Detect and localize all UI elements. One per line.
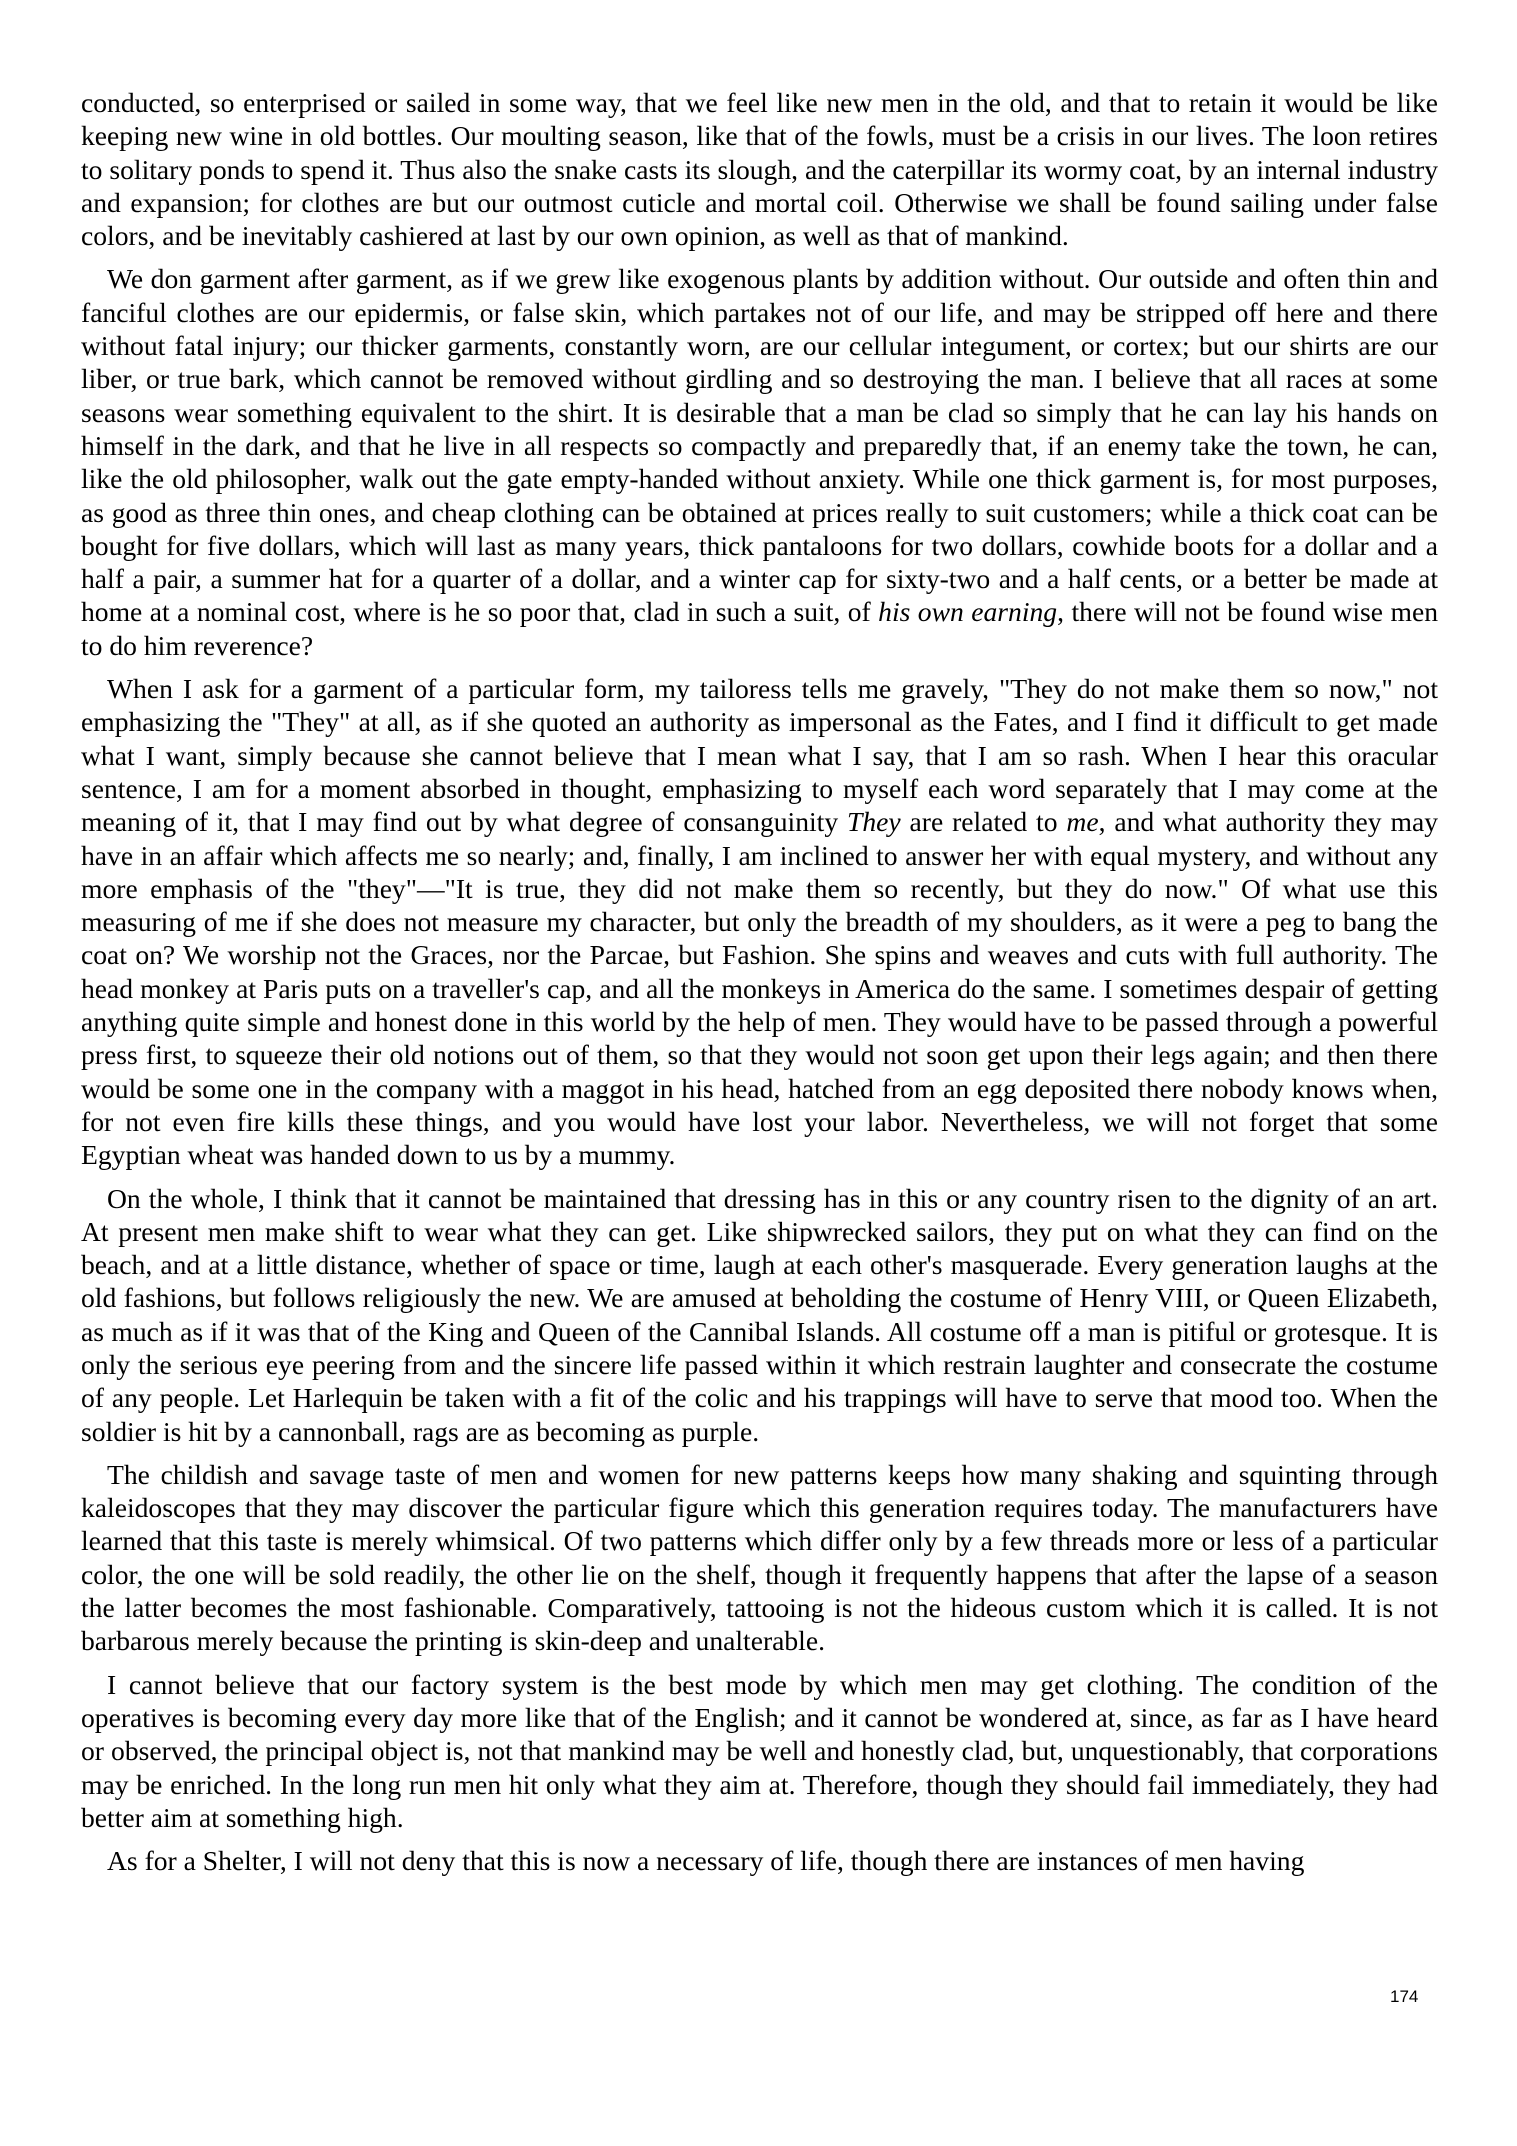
paragraph-5: [81, 1458, 1438, 1658]
paragraph-7: [81, 1844, 1438, 1877]
text-run: As for a Shelter, I will not deny that this is now a necessary of life, though there are instances of men having: [107, 1845, 1305, 1877]
text-run: I cannot believe that our factory system is the best mode by which men may get clothing. The condition of the operatives is becoming every day more like that of the English; and it cannot be wondered at, since, as far as I have heard or observed, the principal object is, not that mankind may be well and honestly clad, but, unquestionably, that corporations may be enriched. In the long run men hit only what they aim at. Therefore, though they should fail immediately, they had better aim at something high.: [81, 1668, 1438, 1833]
text-run: , and what authority they may have in an affair which affects me so nearly; and, finally, I am inclined to answer her with equal mystery, and without any more emphasis of the "they"—"It is true, they did not make them so recently, but they do now." Of what use this measuring of me if she does not measure my character, but only the breadth of my shoulders, as it were a peg to bang the coat on? We worship not the Graces, nor the Parcae, but Fashion. She spins and weaves and cuts with full authority. The head monkey at Paris puts on a traveller's cap, and all the monkeys in America do the same. I sometimes despair of getting anything quite simple and honest done in this world by the help of men. They would have to be passed through a powerful press first, to squeeze their old notions out of them, so that they would not soon get upon their legs again; and then there would be some one in the company with a maggot in his head, hatched from an egg deposited there nobody knows when, for not even fire kills these things, and you would have lost your labor. Nevertheless, we will not forget that some Egyptian wheat was handed down to us by a mummy.: [81, 806, 1438, 1171]
paragraph-1: [81, 86, 1438, 252]
text-run: are related to: [900, 806, 1067, 838]
text-run: On the whole, I think that it cannot be maintained that dressing has in this or any country risen to the dignity of an art. At present men make shift to wear what they can get. Like shipwrecked sailors, they put on what they can find on the beach, and at a little distance, whether of space or time, laugh at each other's masquerade. Every generation laughs at the old fashions, but follows religiously the new. We are amused at beholding the costume of Henry VIII, or Queen Elizabeth, as much as if it was that of the King and Queen of the Cannibal Islands. All costume off a man is pitiful or grotesque. It is only the serious eye peering from and the sincere life passed within it which restrain laughter and consecrate the costume of any people. Let Harlequin be taken with a fit of the colic and his trappings will have to serve that mood too. When the soldier is hit by a cannonball, rags are as becoming as purple.: [81, 1182, 1438, 1447]
paragraph-6: [81, 1668, 1438, 1834]
paragraph-3: [81, 672, 1438, 1171]
text-run: , there will not be found wise men to do him reverence?: [81, 596, 1439, 661]
text-run: When I ask for a garment of a particular form, my tailoress tells me gravely, "They do not make them so now," not emphasizing the "They" at all, as if she quoted an authority as impersonal as the Fates, and I find it difficult to get made what I want, simply because she cannot believe that I mean what I say, that I am so rash. When I hear this oracular sentence, I am for a moment absorbed in thought, emphasizing to myself each word separately that I may come at the meaning of it, that I may find out by what degree of consanguinity: [81, 673, 1438, 838]
text-run: conducted, so enterprised or sailed in some way, that we feel like new men in the old, and that to retain it would be like keeping new wine in old bottles. Our moulting season, like that of the fowls, must be a crisis in our lives. The loon retires to solitary ponds to spend it. Thus also the snake casts its slough, and the caterpillar its wormy coat, by an internal industry and expansion; for clothes are but our outmost cuticle and mortal coil. Otherwise we shall be found sailing under false colors, and be inevitably cashiered at last by our own opinion, as well as that of mankind.: [81, 87, 1438, 252]
paragraph-2: [81, 262, 1438, 662]
italic-text-run: his own earning: [878, 596, 1058, 628]
text-run: We don garment after garment, as if we grew like exogenous plants by addition without. Our outside and often thin and fanciful clothes are our epidermis, or false skin, which partakes not of our life, and may be stripped off here and there without fatal injury; our thicker garments, constantly worn, are our cellular integument, or cortex; but our shirts are our liber, or true bark, which cannot be removed without girdling and so destroying the man. I believe that all races at some seasons wear something equivalent to the shirt. It is desirable that a man be clad so simply that he can lay his hands on himself in the dark, and that he live in all respects so compactly and preparedly that, if an enemy take the town, he can, like the old philosopher, walk out the gate empty-handed without anxiety. While one thick garment is, for most purposes, as good as three thin ones, and cheap clothing can be obtained at prices really to suit customers; while a thick coat can be bought for five dollars, which will last as many years, thick pantaloons for two dollars, cowhide boots for a dollar and a half a pair, a summer hat for a quarter of a dollar, and a winter cap for sixty-two and a half cents, or a better be made at home at a nominal cost, where is he so poor that, clad in such a suit, of: [81, 263, 1438, 628]
italic-text-run: me: [1066, 806, 1099, 838]
text-run: The childish and savage taste of men and women for new patterns keeps how many shaking and squinting through kaleidoscopes that they may discover the particular figure which this generation requires today. The manufacturers have learned that this taste is merely whimsical. Of two patterns which differ only by a few threads more or less of a particular color, the one will be sold readily, the other lie on the shelf, though it frequently happens that after the lapse of a season the latter becomes the most fashionable. Comparatively, tattooing is not the hideous custom which it is called. It is not barbarous merely because the printing is skin-deep and unalterable.: [81, 1458, 1438, 1657]
italic-text-run: They: [847, 806, 901, 838]
document-page: [81, 86, 1438, 1887]
paragraph-4: [81, 1182, 1438, 1448]
page-number: 174: [1390, 1987, 1419, 2006]
